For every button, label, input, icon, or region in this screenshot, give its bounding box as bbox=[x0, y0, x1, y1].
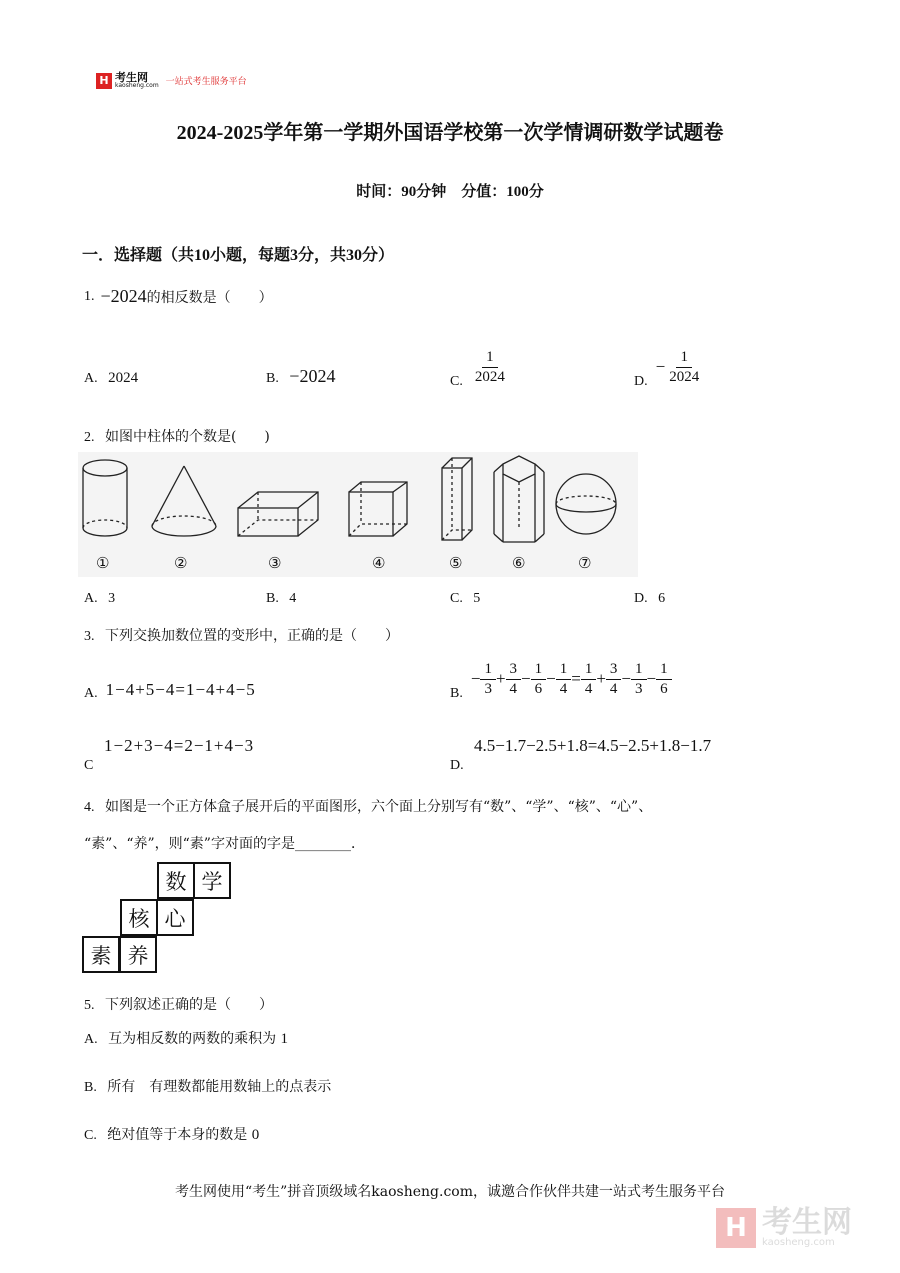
q1-option-b[interactable]: B. −2024 bbox=[266, 366, 336, 386]
cube-shape bbox=[349, 482, 407, 536]
q5-option-c[interactable]: C. 绝对值等于本身的数是 0 bbox=[84, 1127, 260, 1143]
shape-label-2: ② bbox=[174, 554, 188, 572]
q3-b-expression: − $\frac{1}{3}$ + $\frac{3}{4}$ − $\frac{1}{6}$ − $\frac{1}{4}$ = $\frac{1}{4}$ + $\frac{3}{4}$ − $\frac{1}{3}$ − $\frac{1}{6}$ bbox=[471, 661, 672, 697]
sphere-shape bbox=[556, 474, 616, 534]
logo-slogan: 一站式考生服务平台 bbox=[165, 77, 247, 87]
net-cell-su: 素 bbox=[82, 936, 120, 973]
q2-option-c[interactable]: C. 5 bbox=[450, 591, 481, 606]
shape-label-7: ⑦ bbox=[578, 554, 592, 572]
q3-option-d[interactable]: 4.5−1.7−2.5+1.8=4.5−2.5+1.8−1.7 D. bbox=[450, 736, 712, 773]
q1-expression: −2024 bbox=[100, 286, 147, 306]
q5-option-a[interactable]: A. 互为相反数的两数的乘积为 1 bbox=[84, 1031, 289, 1047]
logo-text: 考生网 bbox=[115, 71, 148, 84]
q1-text: 的相反数是（ ） bbox=[146, 289, 273, 306]
watermark-sub: kaosheng.com bbox=[762, 1237, 835, 1248]
q5-option-b[interactable]: B. 所有 有理数都能用数轴上的点表示 bbox=[84, 1079, 332, 1095]
q4-line-2: “素”、“养”，则“素”字对面的字是________． bbox=[84, 836, 365, 852]
watermark-logo-icon: H bbox=[716, 1208, 756, 1248]
q5-text: 下列叙述正确的是（ ） bbox=[104, 997, 273, 1013]
shape-label-3: ③ bbox=[268, 554, 282, 572]
q2-option-d[interactable]: D. 6 bbox=[634, 591, 666, 606]
cylinder-shape bbox=[83, 460, 127, 536]
q1-c-fraction: $\frac{1}{2024}$ bbox=[474, 349, 505, 385]
q2-option-b[interactable]: B. 4 bbox=[266, 591, 297, 606]
question-5: 5. 下列叙述正确的是（ ） bbox=[84, 997, 273, 1013]
header-logo[interactable] bbox=[96, 72, 247, 89]
page-subtitle: 时间：90分钟 分值：100分 bbox=[356, 184, 544, 200]
net-cell-xin: 心 bbox=[156, 899, 194, 936]
q3-option-a[interactable]: A. 1−4+5−4=1−4+4−5 bbox=[84, 680, 256, 701]
watermark-text: 考生网 bbox=[762, 1205, 852, 1240]
q1-option-c[interactable]: C. $\frac{1}{2024}$ bbox=[450, 344, 509, 390]
tall-prism-shape bbox=[442, 458, 472, 540]
q1-number: 1. bbox=[84, 288, 95, 304]
q2-text: 如图中柱体的个数是( ) bbox=[104, 429, 270, 445]
shape-label-6: ⑥ bbox=[512, 554, 526, 572]
question-3: 3. 下列交换加数位置的变形中，正确的是（ ） bbox=[84, 628, 399, 644]
net-cell-xue: 学 bbox=[193, 862, 231, 899]
logo-mark-icon: H bbox=[96, 73, 112, 89]
q3-option-c[interactable]: 1−2+3−4=2−1+4−3 C bbox=[84, 736, 255, 773]
shape-label-5: ⑤ bbox=[449, 554, 463, 572]
shape-label-4: ④ bbox=[372, 554, 386, 572]
shape-label-1: ① bbox=[96, 554, 110, 572]
q4-line-1: 如图是一个正方体盒子展开后的平面图形，六个面上分别写有“数”、“学”、“核”、“心”、 bbox=[104, 799, 653, 815]
q3-text: 下列交换加数位置的变形中，正确的是（ ） bbox=[104, 628, 399, 644]
question-1 bbox=[84, 286, 273, 307]
page-title: 2024-2025学年第一学期外国语学校第一次学情调研数学试题卷 bbox=[176, 122, 724, 144]
hexagonal-prism-shape bbox=[494, 456, 544, 542]
q1-option-a[interactable]: A. 2024 bbox=[84, 370, 139, 386]
net-cell-shu: 数 bbox=[157, 862, 195, 899]
q2-option-a[interactable]: A. 3 bbox=[84, 591, 116, 606]
section-heading: 一．选择题（共10小题，每题3分，共30分） bbox=[82, 247, 395, 264]
q1-option-d[interactable]: D. − $\frac{1}{2024}$ bbox=[634, 344, 703, 390]
q1-d-fraction: $\frac{1}{2024}$ bbox=[669, 349, 700, 385]
net-cell-yang: 养 bbox=[119, 936, 157, 973]
question-2: 2. 如图中柱体的个数是( ) bbox=[84, 429, 270, 445]
footer-text: 考生网使用“考生”拼音顶级域名kaosheng.com，诚邀合作伙伴共建一站式考生服务平台 bbox=[174, 1184, 726, 1200]
footer-watermark bbox=[716, 1205, 852, 1248]
solids-drawing bbox=[78, 452, 638, 552]
q3-option-b[interactable]: B. − $\frac{1}{3}$ + $\frac{3}{4}$ − $\frac{1}{6}$ − $\frac{1}{4}$ = $\frac{1}{4}$ + $\frac{3}{4}$ − $\frac{1}{3}$ − $\frac{1}{6}$ bbox=[450, 656, 672, 702]
long-prism-shape bbox=[238, 492, 318, 536]
question-4: 4. 如图是一个正方体盒子展开后的平面图形，六个面上分别写有“数”、“学”、“核”、“心”、 bbox=[84, 799, 653, 815]
net-cell-he: 核 bbox=[120, 899, 158, 936]
q2-figure bbox=[78, 452, 638, 577]
cone-shape bbox=[152, 466, 216, 536]
logo-sub: kaosheng.com bbox=[115, 82, 159, 89]
